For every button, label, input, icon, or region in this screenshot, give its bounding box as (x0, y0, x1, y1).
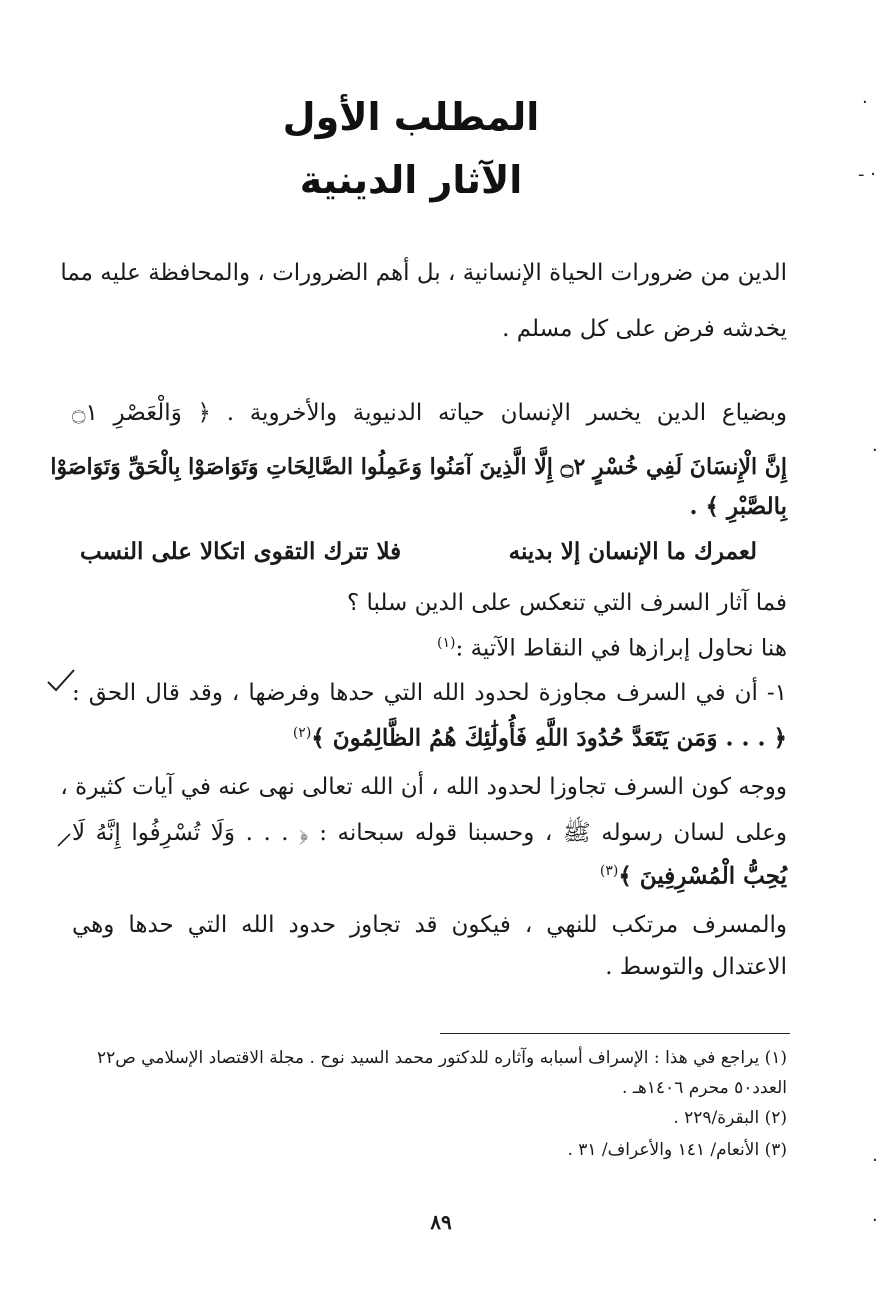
check-mark-icon (46, 668, 76, 694)
paragraph-7-line-2: الاعتدال والتوسط . (605, 954, 787, 980)
paragraph-5-line-1: ١- أن في السرف مجاوزة لحدود الله التي حدها وفرضها ، وقد قال الحق : (72, 680, 787, 706)
paragraph-7-line-1: والمسرف مرتكب للنهي ، فيكون قد تجاوز حدود الله التي حدها وهي (72, 912, 787, 938)
paragraph-6-line-2: وعلى لسان رسوله ﷺ ، وحسبنا قوله سبحانه : ﴿ . . . وَلَا تُسْرِفُوا إِنَّهُ لَا (72, 820, 787, 846)
margin-dash-icon: - · (858, 164, 876, 185)
margin-dot-icon: · (872, 1150, 878, 1171)
footnote-2: (٢) البقرة/٢٢٩ . (673, 1108, 787, 1128)
paragraph-2-line-2: إِنَّ الْإِنسَانَ لَفِي خُسْرٍ ۝٢ إِلَّا الَّذِينَ آمَنُوا وَعَمِلُوا الصَّالِحَاتِ وَتَوَاصَوْا بِالْحَقِّ وَتَوَاصَوْا (50, 454, 787, 480)
page-number: ٨٩ (430, 1210, 452, 1234)
paragraph-2-line-3: بِالصَّبْرِ ﴾ . (689, 493, 787, 520)
margin-dot-icon: · (872, 440, 878, 461)
paragraph-1-line-1: الدين من ضرورات الحياة الإنسانية ، بل أهم الضرورات ، والمحافظة عليه مما (60, 260, 787, 286)
paragraph-2-line-1: وبضياع الدين يخسر الإنسان حياته الدنيوية والأخروية . ﴿ وَالْعَصْرِ ۝١ (72, 400, 787, 426)
margin-dot-icon: · (862, 92, 868, 113)
paragraph-3: فما آثار السرف التي تنعكس على الدين سلبا ؟ (346, 590, 787, 616)
footnote-ref-3: (٣) (599, 863, 619, 879)
paragraph-5-line-2 (72, 718, 787, 754)
footnote-ref-1: (١) (437, 635, 456, 651)
footnote-1-line-1: (١) يراجع في هذا : الإسراف أسبابه وآثاره للدكتور محمد السيد نوح . مجلة الاقتصاد الإسلامي ص٢٢ (96, 1048, 787, 1068)
footnote-3: (٣) الأنعام/ ١٤١ والأعراف/ ٣١ . (567, 1140, 787, 1160)
section-heading: المطلب الأول (282, 95, 540, 139)
paragraph-6-line-3 (72, 856, 787, 892)
paragraph-4 (72, 628, 787, 664)
footnote-separator (440, 1033, 790, 1034)
quran-verse-1: ﴿ . . . وَمَن يَتَعَدَّ حُدُودَ اللَّهِ فَأُولَٰئِكَ هُمُ الظَّالِمُونَ ﴾ (311, 724, 787, 752)
subject-heading: الآثار الدينية (299, 158, 523, 202)
footnote-1-line-2: العدد٥٠ محرم ١٤٠٦هـ . (622, 1078, 787, 1098)
margin-dot-icon: · (872, 1210, 878, 1231)
footnote-ref-2: (٢) (292, 725, 312, 741)
paragraph-4-text: هنا نحاول إبرازها في النقاط الآتية : (455, 635, 787, 662)
quran-verse-2: يُحِبُّ الْمُسْرِفِينَ ﴾ (618, 862, 787, 890)
paragraph-1-line-2: يخدشه فرض على كل مسلم . (502, 316, 787, 342)
poem-verse-second-hemistich: فلا تترك التقوى اتكالا على النسب (80, 538, 402, 565)
slash-mark-icon (54, 830, 74, 850)
paragraph-6-line-1: ووجه كون السرف تجاوزا لحدود الله ، أن الله تعالى نهى عنه في آيات كثيرة ، (60, 774, 787, 800)
poem-verse-first-hemistich: لعمرك ما الإنسان إلا بدينه (508, 538, 757, 565)
